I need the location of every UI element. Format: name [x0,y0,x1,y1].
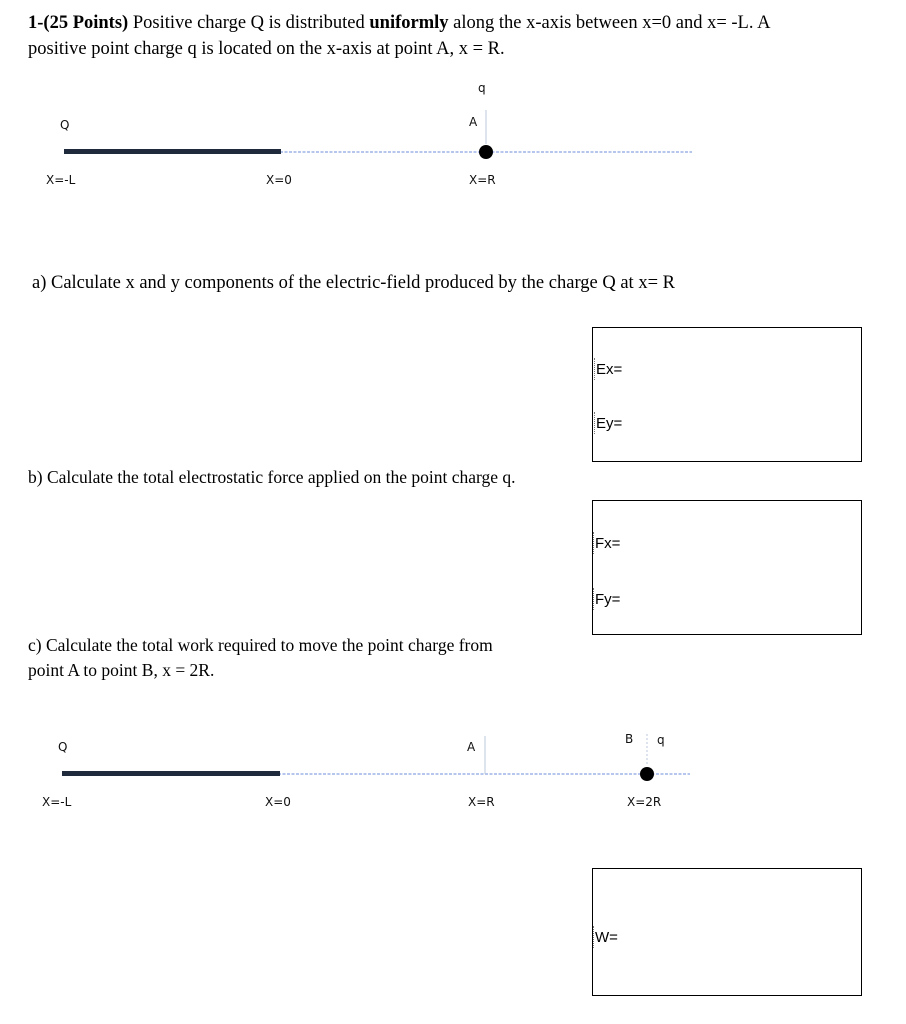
problem-statement-line2: positive point charge q is located on the x-axis at point A, x = R. [28,39,505,59]
point-charge-q-at-B [640,767,654,781]
w-label: W= [595,929,618,946]
point-A-label: A [469,115,478,129]
point-charge-q [479,145,493,159]
point-A-label-2: A [467,740,476,754]
tick-label-minus-L: X=-L [46,173,76,187]
intro-text-a: Positive charge Q is distributed [128,13,370,33]
tick-label-zero-2: X=0 [265,795,291,809]
charge-q-label: q [478,81,486,95]
intro-text-b: along the x-axis between x=0 and x= -L. A [448,13,771,33]
problem-statement [28,10,878,36]
tick-label-zero: X=0 [266,173,292,187]
part-c-question-line2: point A to point B, x = 2R. [28,660,215,680]
tick-label-R: X=R [469,173,496,187]
answer-box-b [592,500,862,635]
intro-bold-word: uniformly [369,13,449,33]
ey-label: Ey= [596,415,623,432]
part-c-question-line1: c) Calculate the total work required to move the point charge from [28,635,493,655]
diagram-1-svg [0,78,906,198]
fx-label: Fx= [595,535,621,552]
fy-label: Fy= [595,591,621,608]
tick-label-minus-L-2: X=-L [42,795,72,809]
part-a-question: a) Calculate x and y components of the electric-field produced by the charge Q at x= R [32,273,675,293]
ex-label: Ex= [596,361,623,378]
problem-number: 1-(25 Points) [28,13,129,33]
diagram-1 [0,78,906,198]
diagram-2-svg [0,728,906,828]
charge-Q-label: Q [60,118,70,132]
tick-label-R-2: X=R [468,795,495,809]
answer-box-c [592,868,862,996]
answer-box-a [592,327,862,462]
diagram-2 [0,728,906,828]
point-B-label: B [625,732,634,746]
tick-label-2R: X=2R [627,795,662,809]
charged-rod-2 [62,771,280,776]
charge-Q-label-2: Q [58,740,68,754]
charge-q-label-2: q [657,733,665,747]
part-b-question: b) Calculate the total electrostatic force applied on the point charge q. [28,467,516,487]
charged-rod [64,149,281,154]
